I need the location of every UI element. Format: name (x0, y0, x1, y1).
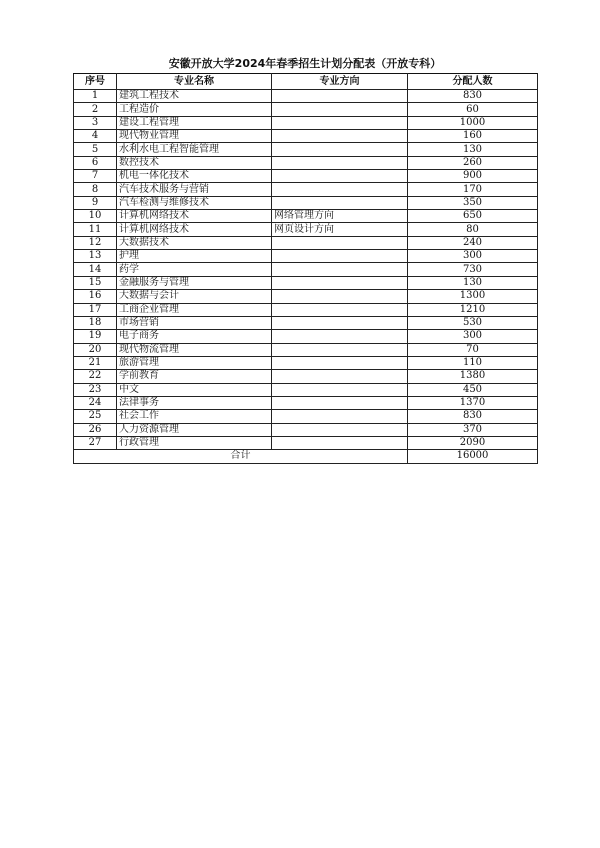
row-direction (272, 303, 408, 316)
row-count: 2090 (408, 436, 538, 449)
row-direction (272, 116, 408, 129)
row-major: 现代物业管理 (117, 130, 272, 143)
row-major: 金融服务与管理 (117, 276, 272, 289)
row-major: 行政管理 (117, 436, 272, 449)
row-direction (272, 436, 408, 449)
row-direction (272, 290, 408, 303)
row-direction (272, 330, 408, 343)
row-direction (272, 370, 408, 383)
row-count: 1000 (408, 116, 538, 129)
row-direction (272, 250, 408, 263)
row-major: 计算机网络技术 (117, 223, 272, 236)
row-direction (272, 183, 408, 196)
row-seq: 18 (74, 316, 117, 329)
row-seq: 24 (74, 396, 117, 409)
row-count: 1300 (408, 290, 538, 303)
row-seq: 14 (74, 263, 117, 276)
table-row (74, 396, 538, 409)
row-major: 学前教育 (117, 370, 272, 383)
row-direction (272, 356, 408, 369)
table-row (74, 170, 538, 183)
row-direction (272, 156, 408, 169)
row-count: 130 (408, 143, 538, 156)
row-seq: 20 (74, 343, 117, 356)
table-row (74, 276, 538, 289)
row-major: 法律事务 (117, 396, 272, 409)
row-count: 170 (408, 183, 538, 196)
total-row (74, 450, 538, 463)
table-row (74, 410, 538, 423)
row-seq: 17 (74, 303, 117, 316)
row-major: 汽车技术服务与营销 (117, 183, 272, 196)
table-row (74, 250, 538, 263)
page-title: 安徽开放大学2024年春季招生计划分配表（开放专科） (168, 57, 442, 70)
row-count: 80 (408, 223, 538, 236)
row-major: 中文 (117, 383, 272, 396)
row-seq: 9 (74, 196, 117, 209)
row-seq: 27 (74, 436, 117, 449)
total-count: 16000 (408, 450, 538, 463)
table-row (74, 290, 538, 303)
row-count: 830 (408, 90, 538, 103)
row-count: 60 (408, 103, 538, 116)
row-seq: 7 (74, 170, 117, 183)
row-major: 汽车检测与维修技术 (117, 196, 272, 209)
row-major: 市场营销 (117, 316, 272, 329)
row-count: 370 (408, 423, 538, 436)
table-row (74, 143, 538, 156)
table-row (74, 303, 538, 316)
row-count: 830 (408, 410, 538, 423)
row-seq: 23 (74, 383, 117, 396)
row-direction (272, 170, 408, 183)
table-row (74, 423, 538, 436)
row-seq: 25 (74, 410, 117, 423)
table-row (74, 210, 538, 223)
row-seq: 13 (74, 250, 117, 263)
row-major: 计算机网络技术 (117, 210, 272, 223)
row-count: 70 (408, 343, 538, 356)
row-major: 旅游管理 (117, 356, 272, 369)
row-major: 水利水电工程智能管理 (117, 143, 272, 156)
table-row (74, 223, 538, 236)
row-direction: 网络管理方向 (272, 210, 408, 223)
row-seq: 15 (74, 276, 117, 289)
row-count: 730 (408, 263, 538, 276)
row-count: 1370 (408, 396, 538, 409)
table-row (74, 330, 538, 343)
row-count: 240 (408, 236, 538, 249)
row-direction (272, 396, 408, 409)
row-seq: 22 (74, 370, 117, 383)
column-header-count: 分配人数 (408, 74, 538, 90)
row-seq: 21 (74, 356, 117, 369)
row-direction (272, 276, 408, 289)
row-count: 130 (408, 276, 538, 289)
row-major: 大数据技术 (117, 236, 272, 249)
row-direction (272, 383, 408, 396)
row-major: 工商企业管理 (117, 303, 272, 316)
row-direction (272, 143, 408, 156)
row-count: 110 (408, 356, 538, 369)
table-row (74, 130, 538, 143)
row-direction (272, 316, 408, 329)
row-seq: 1 (74, 90, 117, 103)
row-seq: 4 (74, 130, 117, 143)
row-seq: 12 (74, 236, 117, 249)
table-row (74, 356, 538, 369)
table-row (74, 103, 538, 116)
column-header-major: 专业名称 (117, 74, 272, 90)
column-header-seq: 序号 (74, 74, 117, 90)
row-major: 电子商务 (117, 330, 272, 343)
table-row (74, 263, 538, 276)
row-seq: 26 (74, 423, 117, 436)
row-major: 工程造价 (117, 103, 272, 116)
row-count: 1210 (408, 303, 538, 316)
row-seq: 19 (74, 330, 117, 343)
row-direction (272, 90, 408, 103)
row-direction (272, 263, 408, 276)
row-major: 人力资源管理 (117, 423, 272, 436)
row-major: 药学 (117, 263, 272, 276)
row-count: 300 (408, 330, 538, 343)
row-major: 护理 (117, 250, 272, 263)
row-count: 1380 (408, 370, 538, 383)
table-row (74, 183, 538, 196)
row-count: 300 (408, 250, 538, 263)
row-direction: 网页设计方向 (272, 223, 408, 236)
row-major: 建筑工程技术 (117, 90, 272, 103)
row-direction (272, 410, 408, 423)
row-seq: 6 (74, 156, 117, 169)
table-row (74, 196, 538, 209)
row-count: 900 (408, 170, 538, 183)
table-row (74, 90, 538, 103)
row-major: 数控技术 (117, 156, 272, 169)
row-direction (272, 196, 408, 209)
table-row (74, 436, 538, 449)
table-row (74, 383, 538, 396)
row-seq: 16 (74, 290, 117, 303)
row-major: 大数据与会计 (117, 290, 272, 303)
table-row (74, 343, 538, 356)
allocation-table (73, 73, 538, 464)
row-direction (272, 423, 408, 436)
table-row (74, 156, 538, 169)
row-seq: 2 (74, 103, 117, 116)
row-count: 160 (408, 130, 538, 143)
row-major: 现代物流管理 (117, 343, 272, 356)
row-direction (272, 103, 408, 116)
header-row (74, 74, 538, 90)
row-count: 350 (408, 196, 538, 209)
row-major: 建设工程管理 (117, 116, 272, 129)
table-row (74, 116, 538, 129)
row-seq: 11 (74, 223, 117, 236)
row-direction (272, 343, 408, 356)
table-body (74, 90, 538, 450)
row-major: 机电一体化技术 (117, 170, 272, 183)
row-count: 260 (408, 156, 538, 169)
row-direction (272, 130, 408, 143)
row-seq: 8 (74, 183, 117, 196)
row-direction (272, 236, 408, 249)
row-count: 530 (408, 316, 538, 329)
row-seq: 10 (74, 210, 117, 223)
row-seq: 5 (74, 143, 117, 156)
table-row (74, 316, 538, 329)
column-header-direction: 专业方向 (272, 74, 408, 90)
table-row (74, 236, 538, 249)
row-seq: 3 (74, 116, 117, 129)
table-row (74, 370, 538, 383)
row-count: 450 (408, 383, 538, 396)
total-label: 合计 (74, 450, 408, 463)
row-count: 650 (408, 210, 538, 223)
row-major: 社会工作 (117, 410, 272, 423)
